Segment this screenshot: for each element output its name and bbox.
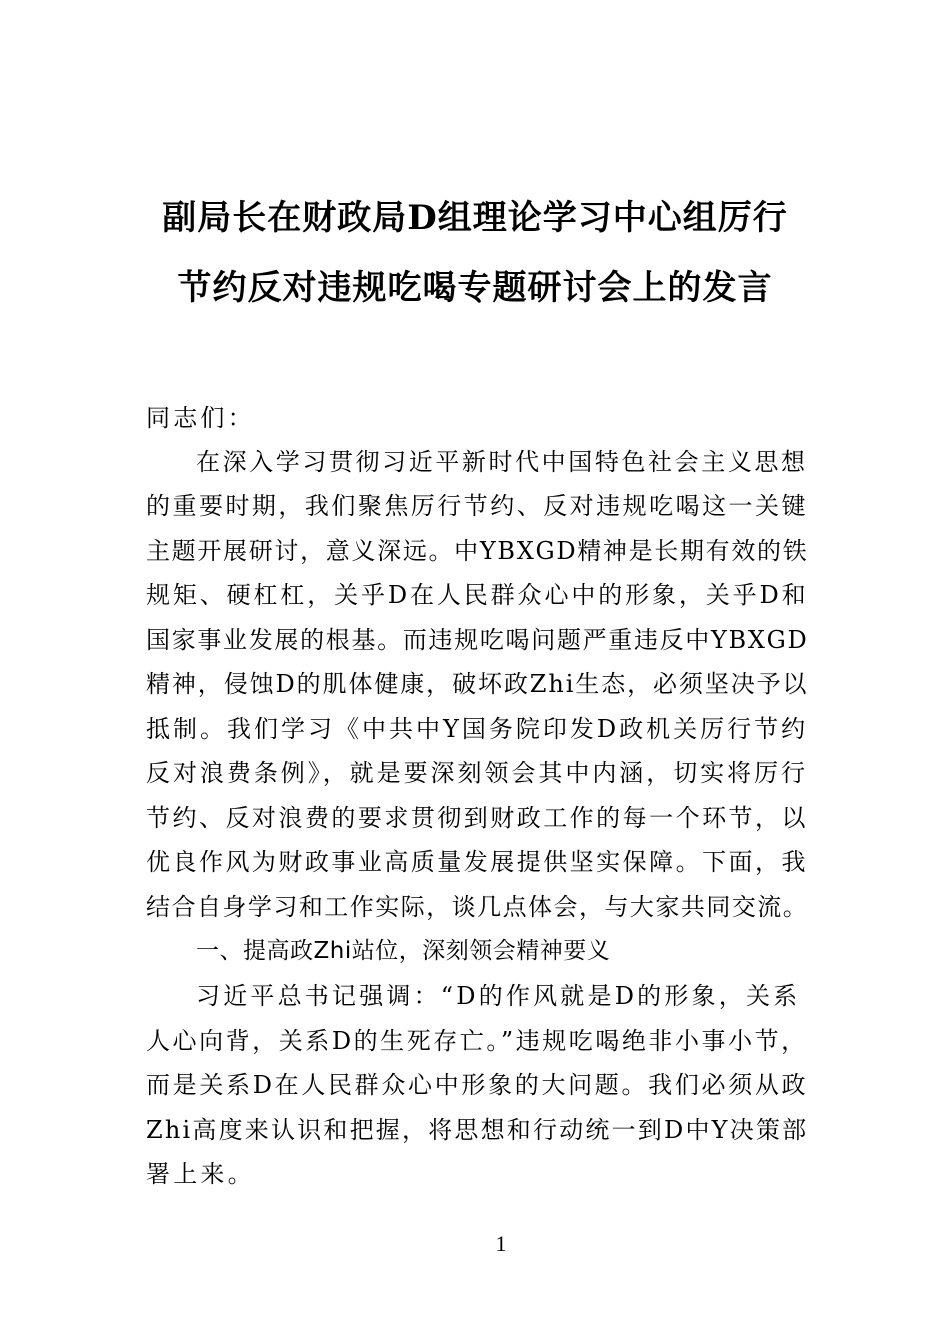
paragraph-line: 人心向背，关系D的生死存亡。”违规吃喝绝非小事小节， <box>146 1027 808 1055</box>
paragraph-line: 精神，侵蚀D的肌体健康，破坏政Zhi生态，必须坚决予以 <box>146 670 809 698</box>
paragraph-line: 节约、反对浪费的要求贯彻到财政工作的每一个环节，以 <box>146 804 808 832</box>
paragraph-line: 而是关系D在人民群众心中形象的大问题。我们必须从政 <box>146 1071 809 1099</box>
paragraph-line: 优良作风为财政事业高质量发展提供坚实保障。下面，我 <box>146 848 808 876</box>
paragraph-line: 规矩、硬杠杠，关乎D在人民群众心中的形象，关乎D和 <box>146 581 809 609</box>
document-title-line-1: 副局长在财政局D组理论学习中心组厉行 <box>162 198 788 238</box>
paragraph-line: 的重要时期，我们聚焦厉行节约、反对违规吃喝这一关键 <box>146 492 808 520</box>
paragraph-line: 主题开展研讨，意义深远。中YBXGD精神是长期有效的铁 <box>146 537 809 565</box>
paragraph-line: 国家事业发展的根基。而违规吃喝问题严重违反中YBXGD <box>146 626 809 654</box>
paragraph-line: 在深入学习贯彻习近平新时代中国特色社会主义思想 <box>196 448 808 476</box>
section-heading: 一、提高政Zhi站位，深刻领会精神要义 <box>196 938 611 964</box>
paragraph-line: 反对浪费条例》，就是要深刻领会其中内涵，切实将厉行 <box>146 759 808 787</box>
salutation: 同志们： <box>146 404 255 432</box>
paragraph-line: 习近平总书记强调：“D的作风就是D的形象，关系 <box>196 982 801 1010</box>
paragraph-line: 抵制。我们学习《中共中Y国务院印发D政机关厉行节约 <box>146 715 809 743</box>
document-title-line-2: 节约反对违规吃喝专题研讨会上的发言 <box>177 268 773 308</box>
paragraph-line: 署上来。 <box>146 1160 255 1188</box>
paragraph-line: Zhi高度来认识和把握，将思想和行动统一到D中Y决策部 <box>146 1116 809 1144</box>
page-number: 1 <box>495 1231 507 1256</box>
paragraph-line: 结合自身学习和工作实际，谈几点体会，与大家共同交流。 <box>146 893 809 921</box>
